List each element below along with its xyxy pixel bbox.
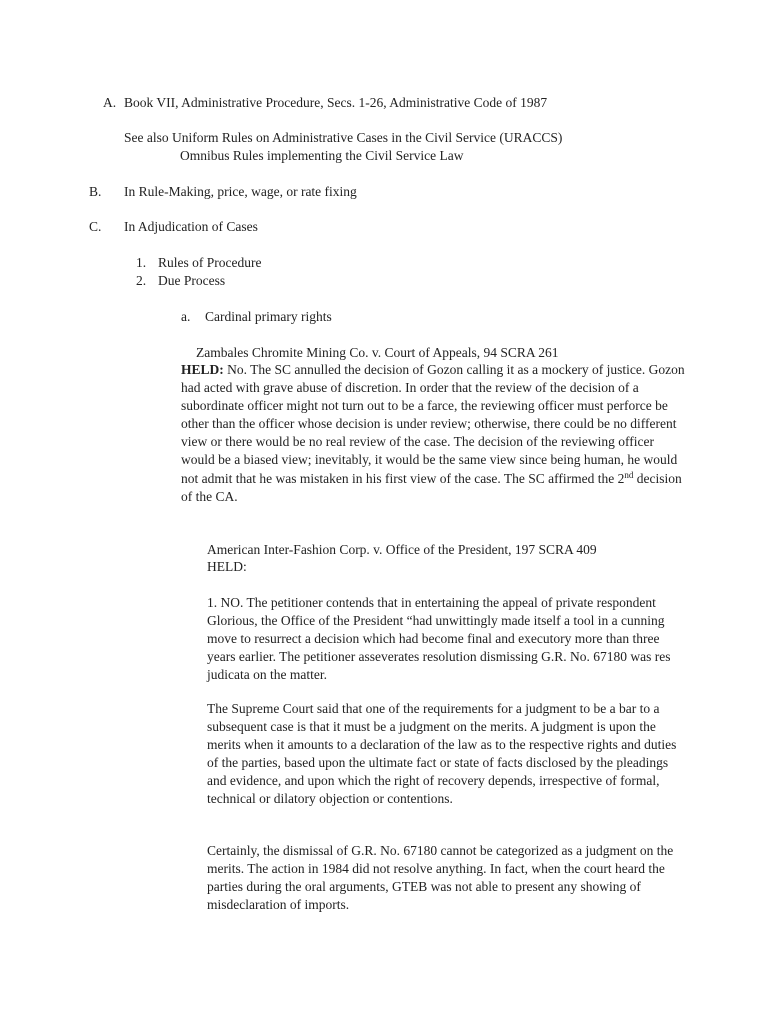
outline-item-a: Book VII, Administrative Procedure, Secs. 1-26, Administrative Code of 1987 [124,95,548,110]
case-title-american-inter-fashion: American Inter-Fashion Corp. v. Office of the President, 197 SCRA 409 [207,542,597,557]
sub-item-cardinal-rights: Cardinal primary rights [205,309,332,324]
outline-marker-b: B. [89,184,102,199]
case-paragraph: The Supreme Court said that one of the requirements for a judgment to be a bar to a subsequent case is that it must be a judgment on the merits. A judgment is upon the merits when it amounts to a declaration of the law as to the respective rights and duties of the parties, based upon the ultimate fact or state of facts disclosed by the pleadings and evidence, and upon which the right of recovery depends, irrespective of formal, technical or dilatory objection or contentions. [207,701,677,807]
held-text-end: decision of the CA. [181,470,682,504]
list-item-rules-of-procedure: Rules of Procedure [158,255,262,270]
sub-item-marker: a. [181,309,191,324]
see-also-line-1: See also Uniform Rules on Administrative Cases in the Civil Service (URACCS) [124,130,563,145]
case-paragraph: Certainly, the dismissal of G.R. No. 67180 cannot be categorized as a judgment on the merits. The action in 1984 did not resolve anything. In fact, when the court heard the parties during the oral arguments, GTEB was not able to present any showing of misdeclaration of imports. [207,843,674,913]
superscript-ordinal: nd [624,469,634,480]
case-held-zambales [181,361,685,506]
list-item-marker: 1. [136,255,147,270]
list-item-marker: 2. [136,273,147,288]
held-text: No. The SC annulled the decision of Gozon calling it as a mockery of justice. Gozon had acted with grave abuse of discretion. In order that the review of the decision of a subordinate officer might not turn out to be a farce, the reviewing officer must perforce be other than the officer whose decision is under review; otherwise, there could be no different view or there would be no real review of the case. The decision of the reviewing officer would be a biased view; inevitably, it would be the same view since being human, he would not admit that he was mistaken in his first view of the case. The SC affirmed the 2 [181,362,685,486]
case-paragraph: 1. NO. The petitioner contends that in entertaining the appeal of private respondent Glorious, the Office of the President “had unwittingly made itself a tool in a cunning move to resurrect a decision which had become final and executory more than three years earlier. The petitioner asseverates resolution dismissing G.R. No. 67180 was res judicata on the matter. [207,595,671,683]
outline-item-c: In Adjudication of Cases [124,219,258,234]
held-label: HELD: [181,362,224,377]
case-title-zambales: Zambales Chromite Mining Co. v. Court of Appeals, 94 SCRA 261 [196,345,559,360]
see-also-line-2: Omnibus Rules implementing the Civil Service Law [180,148,464,163]
held-label-plain: HELD: [207,559,247,574]
outline-item-b: In Rule-Making, price, wage, or rate fixing [124,184,357,199]
outline-marker-c: C. [89,219,102,234]
outline-marker-a: A. [103,95,117,110]
list-item-due-process: Due Process [158,273,226,288]
